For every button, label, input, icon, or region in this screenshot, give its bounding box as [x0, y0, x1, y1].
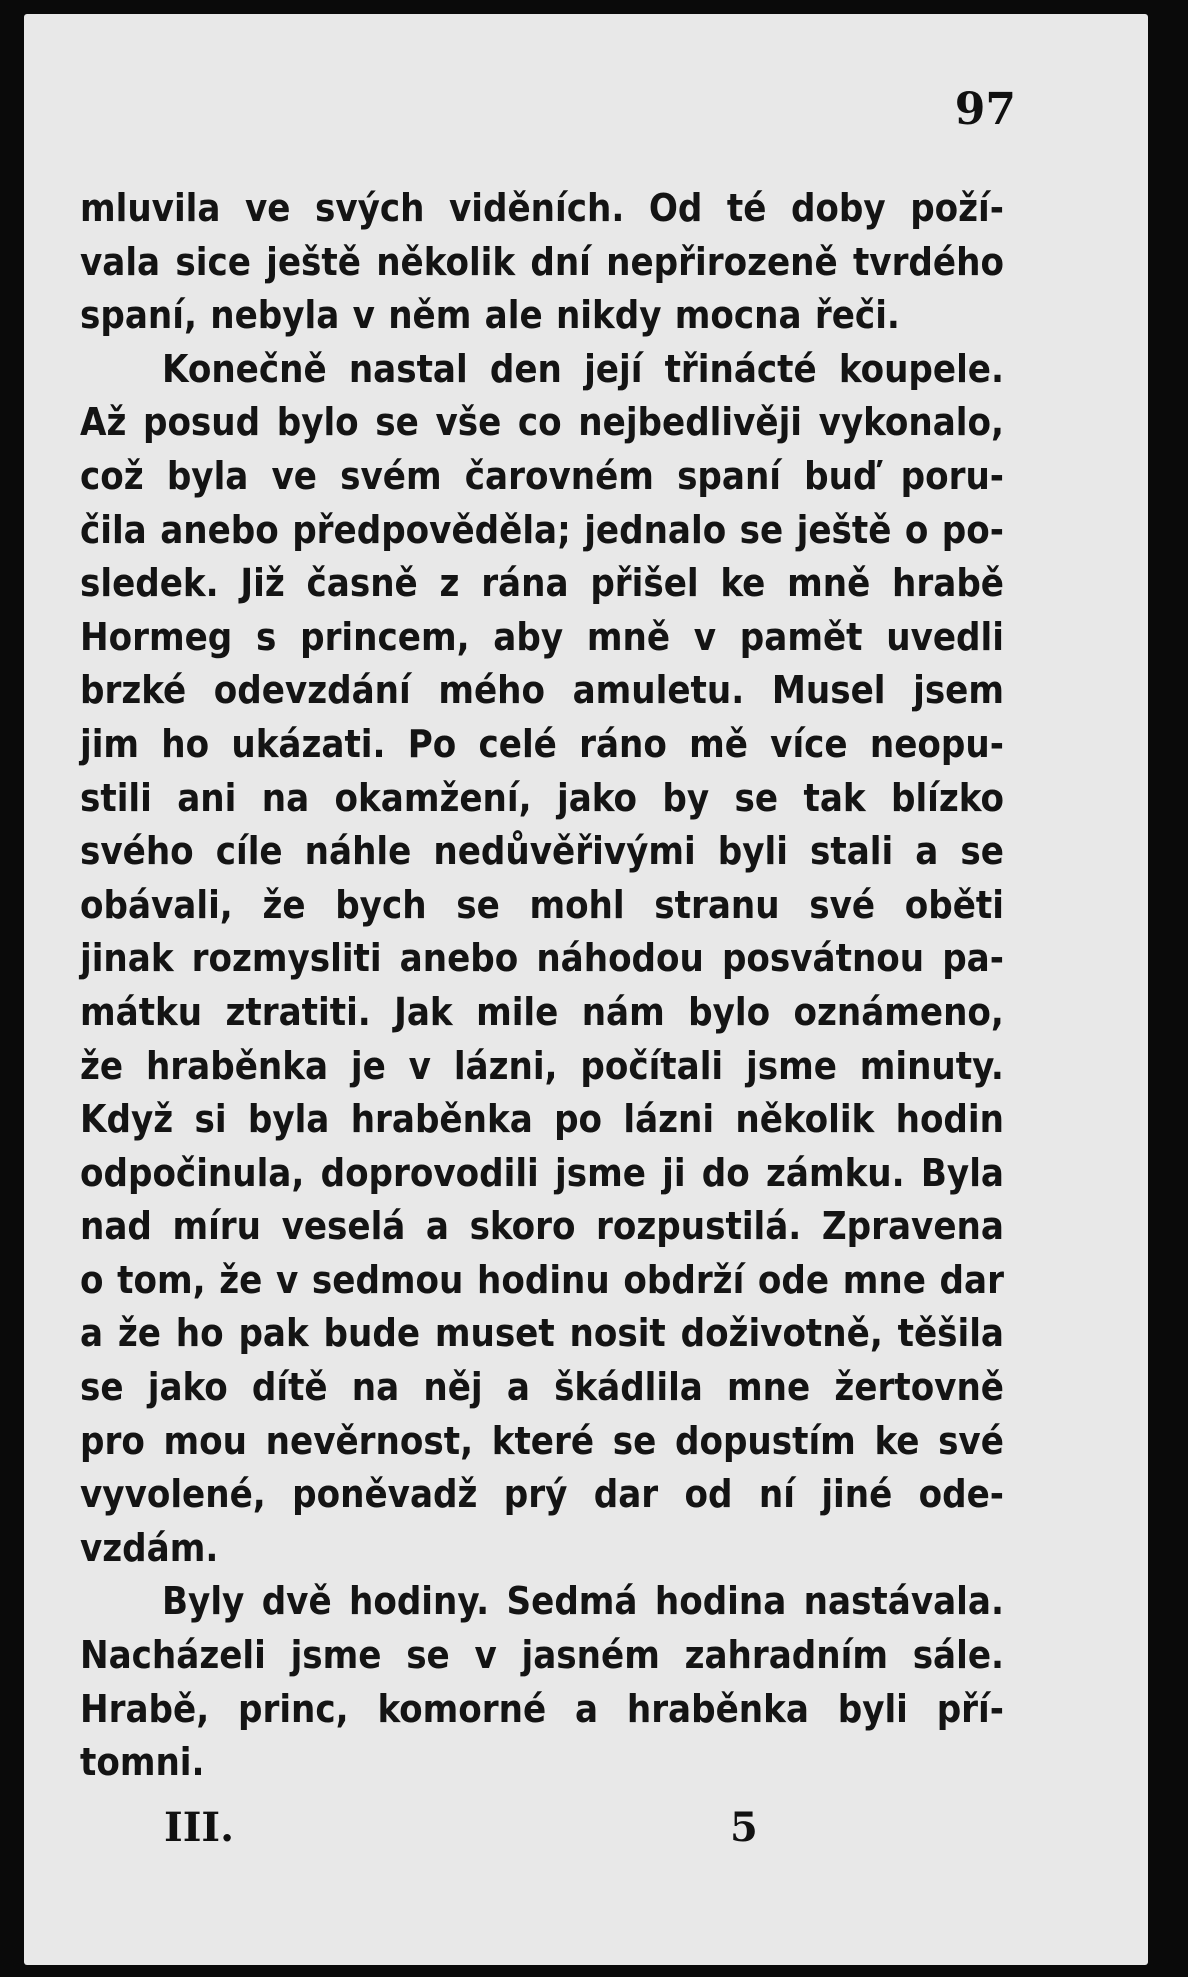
word: ztratiti.	[225, 989, 371, 1034]
word: stili	[80, 775, 152, 820]
word: několik	[376, 239, 516, 284]
word: že	[117, 1311, 161, 1356]
word: anebo	[399, 936, 519, 981]
word: ode	[757, 1257, 830, 1302]
word: by	[662, 775, 710, 820]
signature-number: 5	[730, 1804, 758, 1851]
word: Musel	[771, 668, 886, 713]
body-text	[80, 182, 1004, 1790]
word: je	[350, 1043, 386, 1088]
word: po	[554, 1097, 603, 1142]
word: blízko	[891, 775, 1004, 820]
word: dítě	[251, 1365, 328, 1410]
word: poží-	[910, 186, 1004, 230]
word: což	[80, 453, 144, 498]
word: mátku	[80, 989, 203, 1034]
word: oznámeno,	[793, 989, 1004, 1034]
word: poru-	[900, 453, 1004, 498]
word: vykonalo,	[818, 400, 1004, 445]
word: mluvila	[80, 186, 221, 230]
word: po-	[941, 507, 1004, 552]
text-line	[80, 932, 1004, 986]
word: Byly	[162, 1579, 245, 1624]
word: mně	[586, 614, 671, 659]
word: v	[693, 614, 717, 659]
word: dní	[530, 239, 591, 284]
word: odevzdání	[213, 668, 411, 713]
word: doby	[790, 186, 886, 230]
word: mne	[842, 1257, 926, 1302]
text-line	[80, 182, 1004, 236]
text-line	[80, 343, 1004, 397]
word: náhle	[304, 829, 412, 874]
word: tomni.	[80, 1740, 205, 1785]
text-line	[80, 825, 1004, 879]
word: něj	[423, 1365, 483, 1410]
word: poněvadž	[292, 1472, 478, 1517]
word: řeči.	[814, 293, 900, 338]
word: amuletu.	[572, 668, 745, 713]
text-line	[80, 236, 1004, 290]
text-line	[80, 1415, 1004, 1469]
word: stranu	[654, 882, 780, 927]
word: jsme	[555, 1150, 646, 1195]
text-line	[80, 611, 1004, 665]
text-line	[80, 1736, 1004, 1790]
word: posud	[142, 400, 261, 445]
word: byla	[166, 453, 249, 498]
word: obdrží	[623, 1257, 745, 1302]
word: v	[275, 1257, 299, 1302]
word: jasném	[521, 1633, 660, 1678]
word: brzké	[80, 668, 187, 713]
word: hraběnka	[350, 1097, 533, 1142]
word: které	[491, 1418, 595, 1463]
word: odpočinula,	[80, 1150, 305, 1195]
word: hraběnka	[626, 1686, 809, 1731]
word: dar	[939, 1257, 1004, 1302]
word: ani	[177, 775, 237, 820]
text-line	[80, 1040, 1004, 1094]
word: ale	[484, 293, 543, 338]
word: svého	[80, 829, 194, 874]
text-line	[80, 1093, 1004, 1147]
word: že	[262, 882, 306, 927]
text-line	[80, 450, 1004, 504]
word: časně	[306, 561, 418, 606]
word: mocna	[674, 293, 802, 338]
word: Byla	[920, 1150, 1004, 1195]
word: se	[739, 507, 784, 552]
word: jim	[80, 721, 140, 766]
word: nedůvěřivými	[433, 829, 696, 874]
word: dar	[593, 1472, 659, 1517]
word: ho	[161, 721, 210, 766]
word: prý	[503, 1472, 568, 1517]
word: na	[261, 775, 310, 820]
word: muset	[434, 1311, 555, 1356]
word: čila	[80, 507, 147, 552]
word: den	[489, 346, 562, 391]
word: aby	[493, 614, 564, 659]
word: ve	[271, 453, 317, 498]
word: pamět	[739, 614, 863, 659]
word: obávali,	[80, 882, 233, 927]
text-line	[80, 1575, 1004, 1629]
word: škádlila	[554, 1365, 703, 1410]
word: a	[574, 1686, 599, 1731]
word: mou	[163, 1418, 247, 1463]
word: čarovném	[464, 453, 654, 498]
word: co	[517, 400, 562, 445]
word: ho	[175, 1311, 224, 1356]
word: hodin	[895, 1097, 1004, 1142]
text-line	[80, 986, 1004, 1040]
word: skoro	[469, 1204, 576, 1249]
word: od	[684, 1472, 733, 1517]
word: Jak	[394, 989, 453, 1034]
text-line	[80, 718, 1004, 772]
word: Od	[648, 186, 703, 230]
word: lázni	[623, 1097, 715, 1142]
word: bude	[323, 1311, 421, 1356]
word: oběti	[904, 882, 1004, 927]
word: ukázati.	[231, 721, 386, 766]
word: ode-	[918, 1472, 1004, 1517]
word: jako	[147, 1365, 228, 1410]
word: cíle	[215, 829, 283, 874]
word: nám	[581, 989, 665, 1034]
word: nebyla	[210, 293, 340, 338]
word: z	[439, 561, 460, 606]
word: přišel	[590, 561, 699, 606]
page-number: 97	[954, 84, 1016, 135]
word: nevěrnost,	[265, 1418, 474, 1463]
word: princem,	[300, 614, 470, 659]
word: se	[734, 775, 779, 820]
word: Sedmá	[506, 1579, 638, 1624]
word: jinak	[80, 936, 174, 981]
word: třinácté	[664, 346, 817, 391]
word: vala	[80, 239, 161, 284]
word: Když	[80, 1097, 174, 1142]
text-line	[80, 1147, 1004, 1201]
word: bylo	[688, 989, 771, 1034]
text-line	[80, 1361, 1004, 1415]
word: byli	[717, 829, 788, 874]
word: se	[406, 1633, 450, 1678]
word: minuty.	[859, 1043, 1004, 1088]
word: hrabě	[892, 561, 1004, 606]
word: té	[726, 186, 767, 230]
word: se	[375, 400, 419, 445]
word: v	[352, 293, 375, 338]
word: mohl	[529, 882, 625, 927]
word: vyvolené,	[80, 1472, 266, 1517]
word: viděních.	[449, 186, 625, 230]
word: na	[351, 1365, 400, 1410]
word: si	[194, 1097, 227, 1142]
word: se	[456, 882, 500, 927]
word: žertovně	[834, 1365, 1004, 1410]
word: se	[960, 829, 1004, 874]
word: pří-	[936, 1686, 1004, 1731]
text-line	[80, 1683, 1004, 1737]
word: a	[506, 1365, 530, 1410]
word: ve	[244, 186, 291, 230]
word: své	[938, 1418, 1004, 1463]
word: sedmou	[311, 1257, 464, 1302]
word: hodina	[654, 1579, 787, 1624]
word: ráno	[579, 721, 667, 766]
word: o	[904, 507, 929, 552]
word: Již	[240, 561, 285, 606]
word: zahradním	[684, 1633, 888, 1678]
word: mně	[787, 561, 871, 606]
text-line	[80, 396, 1004, 450]
word: tom,	[117, 1257, 206, 1302]
word: jsme	[290, 1633, 382, 1678]
text-line	[80, 1307, 1004, 1361]
word: ji	[662, 1150, 686, 1195]
word: tak	[803, 775, 866, 820]
word: do	[701, 1150, 750, 1195]
word: hraběnka	[145, 1043, 329, 1088]
word: bylo	[276, 400, 359, 445]
word: pak	[238, 1311, 309, 1356]
word: v	[408, 1043, 431, 1088]
text-line	[80, 1522, 1004, 1576]
word: o	[80, 1257, 104, 1302]
word: byla	[247, 1097, 330, 1142]
word: nosit	[569, 1311, 666, 1356]
word: více	[770, 721, 848, 766]
word: nad	[80, 1204, 152, 1249]
word: Až	[80, 400, 127, 445]
word: že	[80, 1043, 124, 1088]
word: tvrdého	[852, 239, 1004, 284]
word: pro	[80, 1418, 145, 1463]
word: několik	[735, 1097, 875, 1142]
word: se	[80, 1365, 124, 1410]
text-line	[80, 557, 1004, 611]
word: Po	[407, 721, 457, 766]
word: ke	[720, 561, 766, 606]
word: mého	[438, 668, 545, 713]
word: stali	[810, 829, 894, 874]
text-line	[80, 1629, 1004, 1683]
word: mile	[476, 989, 559, 1034]
word: zámku.	[765, 1150, 905, 1195]
word: koupele.	[838, 346, 1004, 391]
word: nejbedlivěji	[578, 400, 802, 445]
word: spaní,	[80, 293, 197, 338]
word: mne	[727, 1365, 811, 1410]
word: s	[256, 614, 277, 659]
word: nastal	[348, 346, 468, 391]
word: nikdy	[555, 293, 662, 338]
word: se	[612, 1418, 657, 1463]
word: uvedli	[886, 614, 1004, 659]
word: celé	[478, 721, 557, 766]
word: její	[584, 346, 643, 391]
word: těšila	[897, 1311, 1004, 1356]
word: spaní	[677, 453, 782, 498]
word: Hormeg	[80, 614, 233, 659]
word: náhodou	[536, 936, 704, 981]
word: nepřirozeně	[606, 239, 838, 284]
word: sice	[175, 239, 251, 284]
word: byli	[837, 1686, 908, 1731]
word: anebo	[160, 507, 279, 552]
text-line	[80, 504, 1004, 558]
word: okamžení,	[334, 775, 532, 820]
word: ní	[758, 1472, 795, 1517]
word: mě	[689, 721, 748, 766]
text-line	[80, 772, 1004, 826]
word: míru	[172, 1204, 261, 1249]
signature-mark: III.	[164, 1804, 235, 1851]
word: rána	[481, 561, 569, 606]
word: vzdám.	[80, 1525, 219, 1570]
word: dvě	[261, 1579, 332, 1624]
word: rozmysliti	[191, 936, 382, 981]
word: neopu-	[869, 721, 1004, 766]
text-line	[80, 879, 1004, 933]
text-line	[80, 1200, 1004, 1254]
word: sledek.	[80, 561, 219, 606]
book-page	[24, 14, 1148, 1965]
word: v	[474, 1633, 497, 1678]
word: Hrabě,	[80, 1686, 210, 1731]
word: a	[80, 1311, 104, 1356]
word: veselá	[281, 1204, 406, 1249]
word: nastávala.	[803, 1579, 1004, 1624]
word: jednalo	[584, 507, 727, 552]
word: pa-	[942, 936, 1004, 981]
word: že	[219, 1257, 263, 1302]
text-line	[80, 289, 1004, 343]
word: jsem	[913, 668, 1004, 713]
word: a	[915, 829, 939, 874]
word: rozpustilá.	[596, 1204, 802, 1249]
word: Zpravena	[821, 1204, 1004, 1249]
word: lázni,	[453, 1043, 558, 1088]
word: hodiny.	[349, 1579, 490, 1624]
word: ještě	[796, 507, 892, 552]
word: předpověděla;	[292, 507, 571, 552]
text-line	[80, 1254, 1004, 1308]
word: posvátnou	[721, 936, 925, 981]
word: bych	[335, 882, 427, 927]
word: Nacházeli	[80, 1633, 266, 1678]
text-line	[80, 1468, 1004, 1522]
word: a	[425, 1204, 449, 1249]
word: princ,	[238, 1686, 349, 1731]
word: ještě	[266, 239, 361, 284]
word: své	[809, 882, 876, 927]
word: počítali	[580, 1043, 724, 1088]
word: jiné	[821, 1472, 893, 1517]
word: doprovodili	[320, 1150, 539, 1195]
word: jsme	[746, 1043, 837, 1088]
word: dopustím	[674, 1418, 856, 1463]
word: ke	[874, 1418, 920, 1463]
word: jako	[556, 775, 637, 820]
word: svém	[340, 453, 442, 498]
word: sále.	[912, 1633, 1004, 1678]
word: buď	[804, 453, 878, 498]
word: hodinu	[477, 1257, 610, 1302]
word: komorné	[377, 1686, 547, 1731]
word: doživotně,	[680, 1311, 883, 1356]
word: Konečně	[162, 346, 327, 391]
word: svých	[314, 186, 425, 230]
word: vše	[435, 400, 502, 445]
word: něm	[388, 293, 472, 338]
text-line	[80, 664, 1004, 718]
